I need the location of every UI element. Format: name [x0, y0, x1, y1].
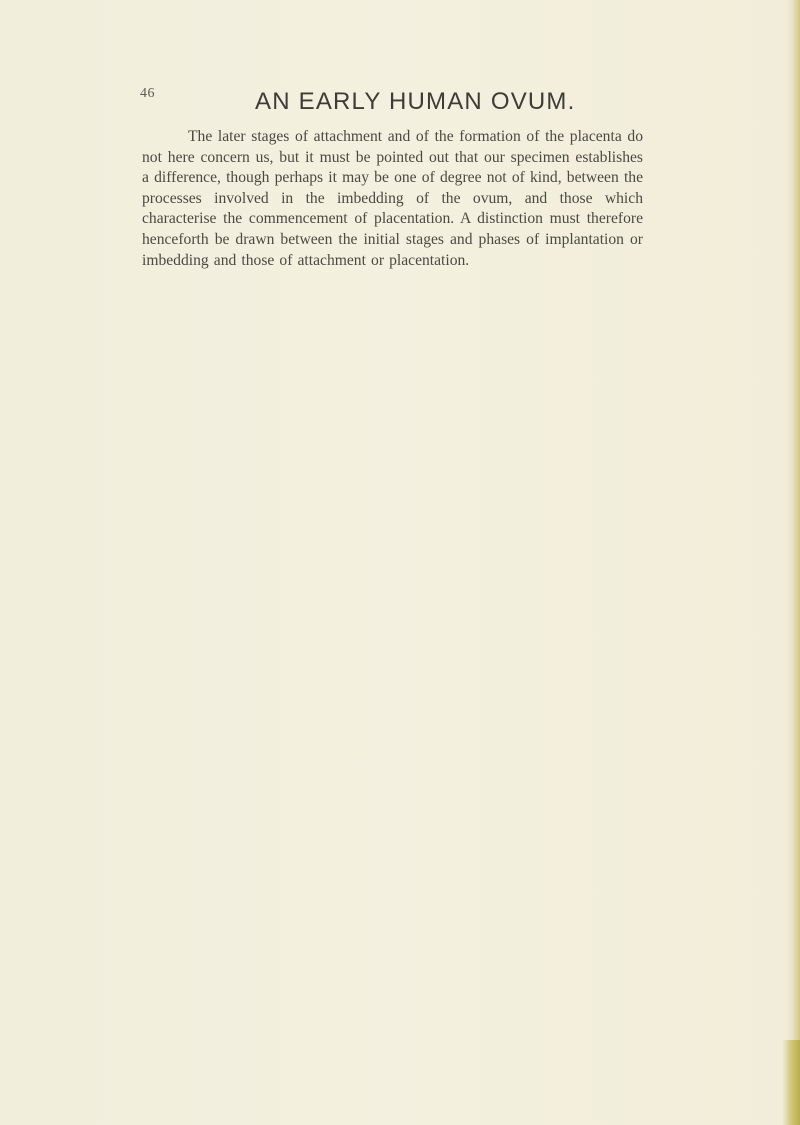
body-text [142, 127, 643, 271]
page-corner-stain [782, 1040, 800, 1125]
page-edge-stain [786, 0, 800, 1125]
running-head [140, 86, 680, 116]
page-number: 46 [140, 86, 155, 101]
running-title: AN EARLY HUMAN OVUM. [255, 88, 576, 115]
paragraph: The later stages of attachment and of the formation of the placenta do not here concern us, but it must be pointed out that our specimen establishes a difference, though perhaps it may be one of degree not of kind, between the processes involved in the imbedding of the ovum, and those which characterise the commencement of placentation. A distinction must therefore henceforth be drawn between the initial stages and phases of implantation or imbedding and those of attachment or placentation. [142, 128, 643, 269]
